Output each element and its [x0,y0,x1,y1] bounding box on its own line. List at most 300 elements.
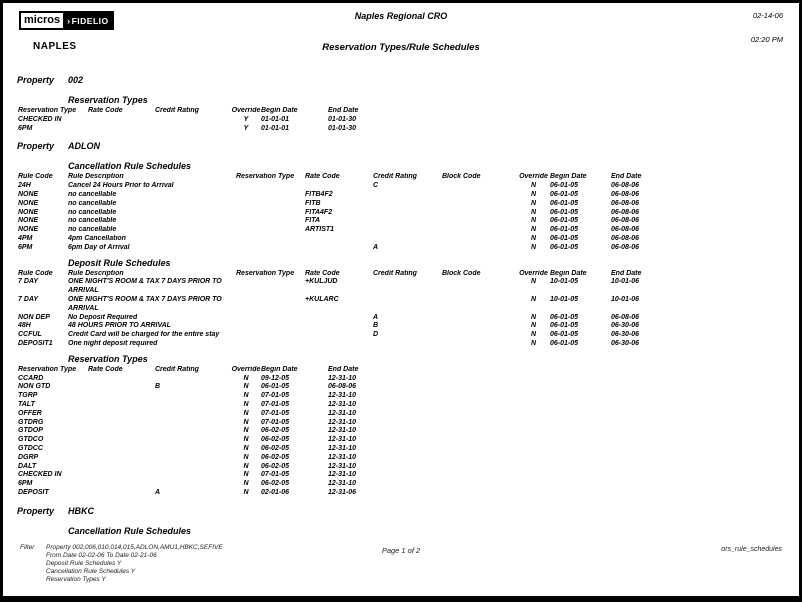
table-cell: 10-01-05 [550,278,579,286]
table-cell: 02-01-06 [261,488,290,496]
table-cell: ONE NIGHT'S ROOM & TAX 7 DAYS PRIOR TO ARRIVAL [68,295,222,312]
table-cell: 12-31-10 [328,418,357,426]
column-header: Reservation Type [236,269,295,277]
table-cell: 6PM [18,480,33,488]
table-cell [88,436,155,445]
table-cell [155,116,231,125]
column-header: End Date [328,107,359,114]
table-cell: 07-01-05 [261,392,290,400]
column-header: Credit Rating [155,365,199,373]
table-cell: NON DEP [18,313,50,321]
table-row [18,314,673,323]
table-cell [88,427,155,436]
table-cell [236,296,305,314]
table-cell [155,480,231,489]
column-header-row [18,270,673,279]
table-cell: 06-01-05 [550,226,579,234]
table-cell [305,340,373,349]
property-code-adlon: ADLON [68,141,100,152]
table-cell: 12-31-10 [328,374,357,382]
property-label: Property [17,141,55,152]
table-cell [442,314,517,323]
table-cell: N [530,234,537,242]
table-cell: 06-02-05 [261,436,290,444]
table-cell [442,340,517,349]
fidelio-label: FIDELIO [71,15,109,26]
table-cell [305,235,373,244]
reservation-types-table-adlon [18,366,393,498]
table-cell: 12-31-10 [328,409,357,417]
column-header: Rule Code [18,269,53,277]
column-header: Credit Rating [155,107,199,114]
table-cell: A [373,313,379,321]
table-body [18,116,393,134]
table-cell: N [530,182,537,190]
table-cell: N [530,278,537,286]
table-row [18,471,393,480]
section-heading-deposit-adlon: Deposit Rule Schedules [68,257,171,268]
table-cell: N [530,313,537,321]
table-cell [236,322,305,331]
table-cell [88,480,155,489]
table-cell: ARTIST1 [305,226,335,234]
micros-fidelio-logo [19,11,114,30]
table-row [18,463,393,472]
table-cell: 7 DAY [18,295,39,303]
table-cell [88,410,155,419]
table-cell: 06-01-05 [550,339,579,347]
table-cell: FITA4F2 [305,208,333,216]
table-cell [236,235,305,244]
deposit-rules-table-adlon [18,270,673,349]
table-cell: N [243,436,249,444]
table-cell: 06-30-06 [611,322,640,330]
table-row [18,436,393,445]
column-header: Rate Code [305,269,340,277]
table-cell: NONE [18,199,39,207]
table-cell: Cancel 24 Hours Prior to Arrival [68,182,174,190]
table-cell [88,419,155,428]
table-cell: N [530,322,537,330]
table-cell: 07-01-05 [261,418,290,426]
table-cell: N [530,208,537,216]
table-cell [305,322,373,331]
table-cell [88,463,155,472]
table-cell [236,340,305,349]
table-cell: No Deposit Required [68,313,138,321]
table-cell: 06-08-06 [611,226,640,234]
table-row [18,235,673,244]
table-cell [236,209,305,218]
table-cell: 06-01-05 [550,217,579,225]
table-cell: 06-08-06 [611,234,640,242]
table-row [18,489,393,498]
table-cell [236,191,305,200]
table-cell: 12-31-10 [328,462,357,470]
table-cell: 01-01-01 [261,124,290,132]
table-cell: 06-02-05 [261,462,290,470]
table-cell: 06-01-05 [550,313,579,321]
filter-line: Reservation Types Y [46,576,106,583]
table-cell: 10-01-05 [550,295,579,303]
column-header: Block Code [442,269,481,277]
table-row [18,296,673,314]
table-cell: N [243,374,249,382]
table-cell: 06-02-05 [261,444,290,452]
report-date: 02-14-06 [752,11,783,20]
fidelio-logo-text [65,11,114,30]
table-cell: CCARD [18,374,44,382]
filter-line: From Date 02-02-06 To Date 02-21-06 [46,552,157,559]
table-cell [442,200,517,209]
report-time: 02:20 PM [750,35,783,44]
table-header-row [18,107,393,116]
table-cell [373,209,442,218]
column-header-row [18,107,393,116]
filter-line: Property 002,006,010,014,015,ADLON,AMU1,HBKC,SEFIVE [46,544,223,551]
table-row [18,244,673,253]
table-cell: CHECKED IN [18,471,62,479]
table-cell [236,244,305,253]
table-cell: N [243,427,249,435]
column-header: Override [231,107,261,114]
column-header: Begin Date [550,173,587,181]
table-cell: N [530,295,537,303]
table-cell: 01-01-01 [261,115,290,123]
table-cell: 01-01-30 [328,124,357,132]
table-cell: 06-08-06 [611,208,640,216]
column-header: Rule Description [68,269,124,277]
table-cell: 24H [18,182,31,190]
table-cell: 12-31-06 [328,488,357,496]
table-cell: 12-31-10 [328,480,357,488]
table-cell: N [530,339,537,347]
table-cell: no cancellable [68,226,117,234]
table-cell [442,209,517,218]
table-cell: 06-30-06 [611,331,640,339]
table-cell: NONE [18,190,39,198]
table-cell [236,226,305,235]
table-cell [155,375,231,384]
table-cell: 4PM [18,234,33,242]
table-row [18,480,393,489]
table-cell: N [243,444,249,452]
table-cell: DEPOSIT1 [18,339,53,347]
table-cell [373,200,442,209]
table-header-row [18,270,673,279]
column-header: Credit Rating [373,269,417,277]
table-cell [373,296,442,314]
column-header: Reservation Type [236,173,295,181]
table-header-row [18,366,393,375]
table-cell [236,200,305,209]
property-row-hbkc [17,506,785,516]
column-header: Credit Rating [373,173,417,181]
table-cell [442,322,517,331]
table-cell: 06-08-06 [611,199,640,207]
table-cell: +KULJUD [305,278,338,286]
table-cell: GTDRG [18,418,44,426]
table-cell [236,182,305,191]
property-row-adlon [17,141,785,151]
table-cell [442,244,517,253]
table-cell: B [155,383,161,391]
table-cell: 09-12-05 [261,374,290,382]
table-cell [236,278,305,296]
table-cell [155,463,231,472]
table-cell: NONE [18,226,39,234]
table-cell: 6pm Day of Arrival [68,243,130,251]
table-body [18,182,673,252]
property-label: Property [17,505,55,516]
table-cell [155,471,231,480]
report-file-name: ors_rule_schedules [721,546,782,553]
table-cell: 06-01-05 [550,190,579,198]
table-cell: 12-31-10 [328,444,357,452]
page-number: Page 1 of 2 [381,546,421,555]
column-header: Override [519,173,548,181]
table-cell [305,244,373,253]
property-row-002 [17,75,785,85]
table-cell: 06-01-05 [550,208,579,216]
table-cell: 6PM [18,243,33,251]
column-header: End Date [611,269,642,277]
table-cell: GTDCC [18,444,43,452]
table-cell: GTDCO [18,436,44,444]
table-cell: N [243,471,249,479]
table-cell: D [373,331,379,339]
table-row [18,200,673,209]
table-cell: 06-08-06 [611,217,640,225]
table-cell [155,454,231,463]
table-cell: N [530,243,537,251]
column-header: Begin Date [261,365,298,373]
table-cell: Y [243,124,249,132]
table-cell: CCFUL [18,331,42,339]
table-cell [88,401,155,410]
section-heading-reservation-types-adlon: Reservation Types [68,353,148,364]
table-cell [155,436,231,445]
table-row [18,454,393,463]
micros-logo-text: micros [19,11,65,30]
table-cell: DGRP [18,453,39,461]
table-cell: GTDOP [18,427,43,435]
table-body [18,278,673,348]
table-cell: DEPOSIT [18,488,49,496]
table-cell: N [243,392,249,400]
table-cell: 06-01-05 [550,322,579,330]
table-cell: N [243,480,249,488]
table-cell: no cancellable [68,199,117,207]
table-cell: NONE [18,208,39,216]
table-cell [155,427,231,436]
table-cell [88,375,155,384]
table-cell: OFFER [18,409,42,417]
table-cell [373,226,442,235]
table-cell: 4pm Cancellation [68,234,126,242]
table-cell: 06-08-06 [611,182,640,190]
table-row [18,401,393,410]
table-cell: 48 HOURS PRIOR TO ARRIVAL [68,322,171,330]
table-cell: TGRP [18,392,38,400]
column-header: Rule Code [18,173,53,181]
property-code-hbkc: HBKC [68,505,94,516]
table-row [18,392,393,401]
table-cell: 06-08-06 [611,243,640,251]
table-cell: 06-02-05 [261,453,290,461]
table-row [18,322,673,331]
table-row [18,331,673,340]
table-row [18,191,673,200]
property-label: Property [17,75,55,85]
table-cell [155,445,231,454]
table-cell: 06-08-06 [611,313,640,321]
table-cell [236,331,305,340]
table-cell: no cancellable [68,208,117,216]
table-cell: N [243,383,249,391]
table-cell: FITB [305,199,321,207]
table-row [18,125,393,134]
table-cell: 48H [18,322,31,330]
table-row [18,116,393,125]
table-cell: 12-31-10 [328,453,357,461]
cancellation-rules-table-adlon [18,173,673,252]
table-cell: Y [243,115,249,123]
table-cell: N [243,400,249,408]
table-cell: 06-01-05 [261,383,290,391]
chevron-right-icon: › [67,15,71,26]
table-cell [442,182,517,191]
column-header: End Date [611,173,642,181]
table-cell [155,401,231,410]
table-cell: One night deposit required [68,339,158,347]
table-cell [373,217,442,226]
column-header: Override [231,365,261,373]
table-cell [305,331,373,340]
table-cell [155,419,231,428]
cro-title: Naples Regional CRO [354,11,448,21]
table-cell: CHECKED IN [18,115,62,123]
table-row [18,375,393,384]
column-header: Begin Date [550,269,587,277]
table-cell: 7 DAY [18,278,39,286]
table-row [18,410,393,419]
table-cell: 06-01-05 [550,182,579,190]
table-cell: 06-01-05 [550,199,579,207]
table-row [18,278,673,296]
table-cell: N [243,488,249,496]
table-cell: 12-31-10 [328,427,357,435]
table-cell: 06-01-05 [550,331,579,339]
reservation-types-table-002 [18,107,393,133]
table-cell: 12-31-10 [328,436,357,444]
table-cell: 12-31-10 [328,471,357,479]
table-cell: 06-02-05 [261,480,290,488]
table-cell [236,217,305,226]
table-cell: 07-01-05 [261,471,290,479]
table-cell [373,340,442,349]
table-row [18,427,393,436]
column-header: Rule Description [68,173,124,181]
table-cell [155,125,231,134]
table-row [18,383,393,392]
table-cell: A [155,488,161,496]
table-cell: 6PM [18,124,33,132]
table-cell [442,278,517,296]
table-cell: A [373,243,379,251]
table-row [18,182,673,191]
table-cell: +KULARC [305,295,339,303]
table-row [18,226,673,235]
report-header [17,9,785,67]
table-row [18,419,393,428]
table-cell: 06-01-05 [550,243,579,251]
table-cell [88,392,155,401]
column-header-row [18,366,393,375]
table-cell: 12-31-10 [328,392,357,400]
property-code-002: 002 [68,75,84,85]
filter-line: Deposit Rule Schedules Y [46,560,122,567]
table-cell [442,191,517,200]
table-cell: 10-01-06 [611,278,640,286]
column-header: Block Code [442,173,481,181]
table-cell [236,314,305,323]
filter-line: Cancellation Rule Schedules Y [46,568,136,575]
table-cell [88,489,155,498]
table-cell [442,226,517,235]
column-header: Reservation Type [18,365,77,373]
column-header: Rate Code [88,365,123,373]
table-row [18,217,673,226]
column-header: Override [519,269,548,277]
table-cell [442,217,517,226]
table-cell: no cancellable [68,190,117,198]
table-cell [373,235,442,244]
table-cell: 12-31-10 [328,400,357,408]
report-titles [17,9,785,53]
table-cell [88,454,155,463]
table-cell: B [373,322,379,330]
table-cell: N [530,331,537,339]
report-title: Reservation Types/Rule Schedules [322,42,480,53]
section-heading-cancellation-hbkc: Cancellation Rule Schedules [68,525,192,536]
table-cell: 06-08-06 [611,190,640,198]
table-cell: NONE [18,217,39,225]
section-heading-cancellation-adlon: Cancellation Rule Schedules [68,161,192,172]
table-cell [442,331,517,340]
table-cell: DALT [18,462,37,470]
table-cell [373,278,442,296]
table-cell [88,116,155,125]
table-cell: ONE NIGHT'S ROOM & TAX 7 DAYS PRIOR TO ARRIVAL [68,278,222,295]
filter-label: Filter [20,544,35,551]
table-cell: 06-08-06 [328,383,357,391]
table-cell: FITA [305,217,321,225]
table-cell [442,235,517,244]
table-cell [88,471,155,480]
table-cell [442,296,517,314]
column-header: Rate Code [305,173,340,181]
table-header-row [18,173,673,182]
table-row [18,340,673,349]
table-cell: 10-01-06 [611,295,640,303]
table-cell: FITB4F2 [305,190,333,198]
table-cell: NON GTD [18,383,51,391]
table-cell [88,125,155,134]
column-header-row [18,173,673,182]
table-cell: C [373,182,379,190]
table-body [18,375,393,498]
